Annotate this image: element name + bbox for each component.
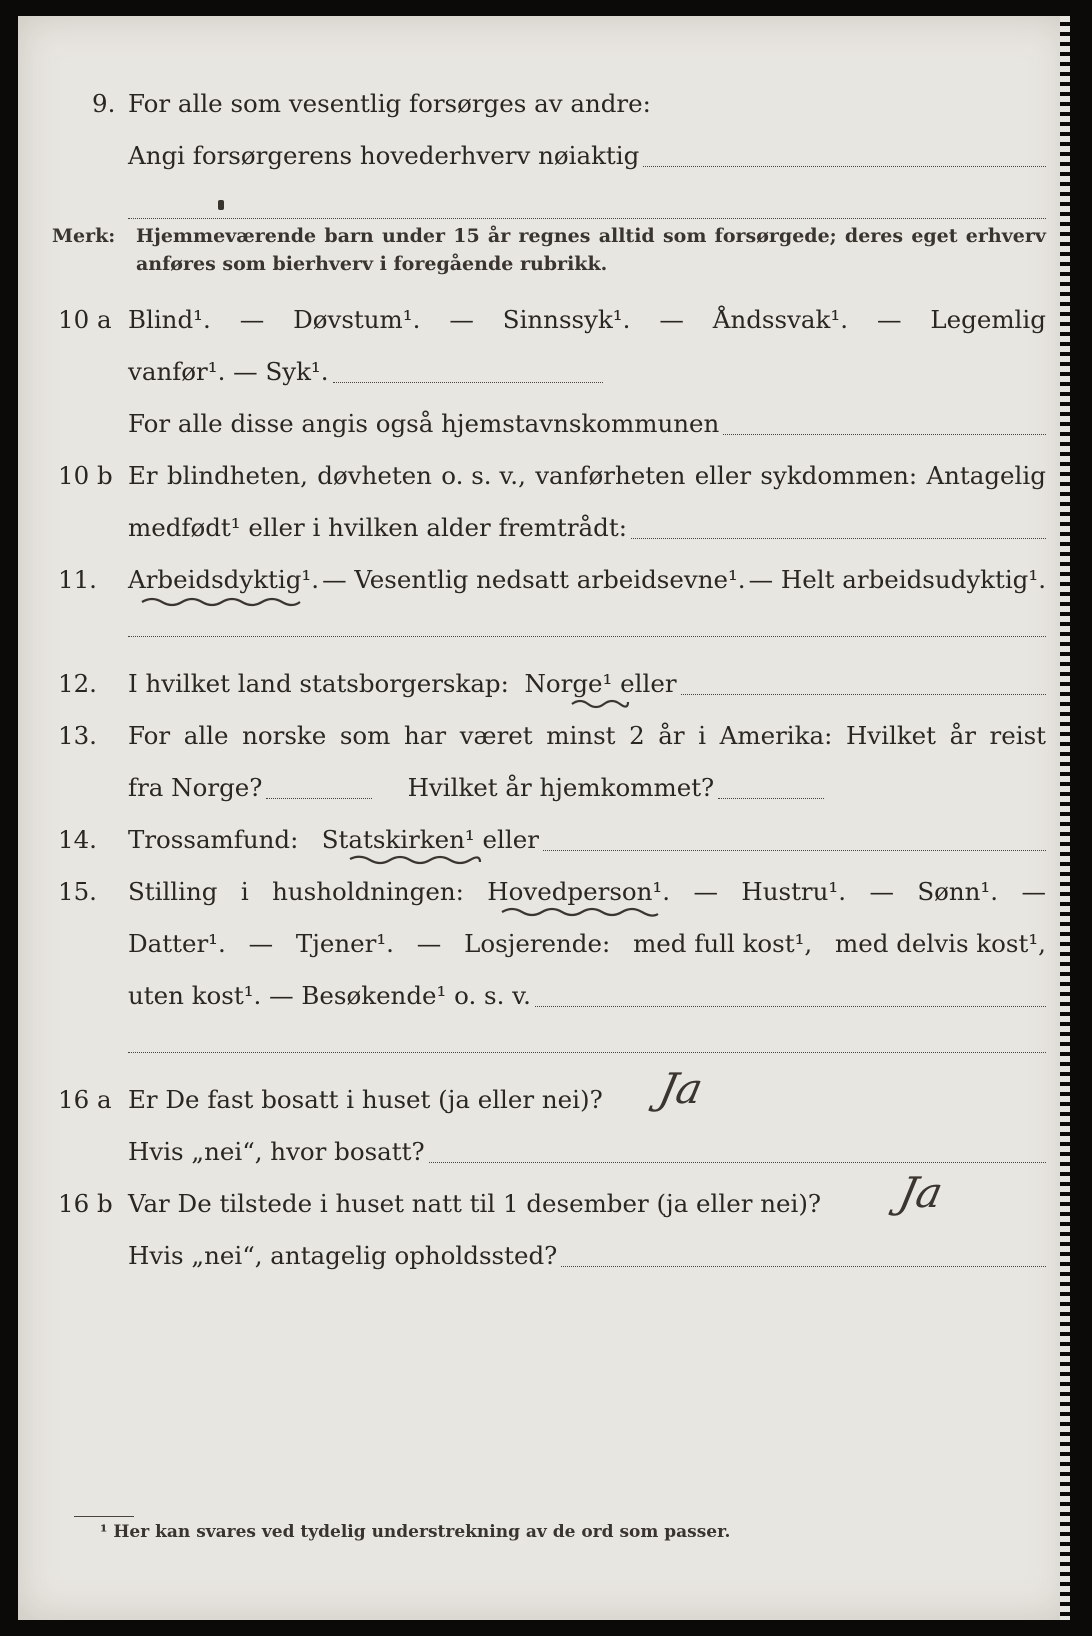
q16a-row-1 — [58, 1078, 1046, 1122]
q10a-word: — — [239, 305, 265, 334]
q15-word: Losjerende: — [464, 929, 611, 958]
q10b-word: o. s. v., — [441, 461, 526, 490]
q16b-answer-line[interactable] — [561, 1265, 1046, 1267]
q16a-number: 16 a — [58, 1085, 112, 1114]
merk-word: forsørgede; — [714, 225, 837, 247]
q9-row-1 — [58, 82, 1046, 126]
q15-word: Tjener¹. — [295, 929, 394, 958]
q10a-text-1 — [128, 298, 1046, 342]
q10a-word: — — [659, 305, 684, 334]
q10b-answer-line[interactable] — [631, 537, 1046, 539]
q13-text-2a: fra Norge? — [128, 773, 263, 802]
q11-answer-line[interactable] — [128, 636, 1046, 637]
q13-number: 13. — [58, 721, 97, 750]
merk-word: erhverv — [965, 225, 1046, 247]
q9-answer-line-2[interactable] — [128, 218, 1046, 219]
q15-text-2 — [128, 922, 1046, 966]
merk-word: år — [487, 225, 511, 247]
q13-word: som — [339, 721, 391, 750]
q13-word: reist — [989, 721, 1046, 750]
q10b-row-1 — [58, 454, 1046, 498]
q10a-text-3: For alle disse angis også hjemstavnskommunen — [128, 409, 720, 438]
q9-text-2: Angi forsørgerens hovederhverv nøiaktig — [128, 141, 640, 170]
q13-word: år — [658, 721, 685, 750]
q9-number: 9. — [92, 89, 116, 118]
q12-number: 12. — [58, 669, 97, 698]
q10a-word: Døvstum¹. — [293, 305, 421, 334]
merk-line-2: anføres som bierhverv i foregående rubrikk. — [136, 253, 608, 275]
q15-answer-line[interactable] — [535, 1005, 1046, 1007]
underline-statskirken — [348, 854, 482, 866]
q10b-row-2 — [58, 506, 1046, 550]
q16b-text-1: Var De tilstede i huset natt til 1 desember (ja eller nei)? — [128, 1189, 822, 1218]
q14-statskirken: Statskirken¹ — [321, 825, 475, 854]
q10a-word: Sinnssyk¹. — [502, 305, 631, 334]
q9-text-1: For alle som vesentlig forsørges av andre: — [128, 89, 651, 118]
q13-word: været — [459, 721, 533, 750]
q12-answer-line[interactable] — [681, 693, 1046, 695]
merk-word: regnes — [518, 225, 591, 247]
q16a-text-1: Er De fast bosatt i huset (ja eller nei)? — [128, 1085, 603, 1114]
q13-word: Amerika: — [719, 721, 833, 750]
q15-word: med delvis kost¹, — [835, 929, 1046, 958]
q13-word: For — [128, 721, 171, 750]
q10b-word: eller — [694, 461, 752, 490]
q15-answer-line-2[interactable] — [128, 1052, 1046, 1053]
q15-word: med full kost¹, — [633, 929, 813, 958]
q13-word: i — [698, 721, 707, 750]
q16b-number: 16 b — [58, 1189, 113, 1218]
q10b-word: Antagelig — [926, 461, 1046, 490]
q10b-word: vanførheten — [535, 461, 686, 490]
q14-eller: eller — [482, 825, 539, 854]
q13-text-1 — [128, 714, 1046, 758]
merk-word: 15 — [453, 225, 480, 247]
q10b-text-1 — [128, 454, 1046, 498]
underline-hovedperson — [500, 906, 660, 918]
q15-word: — — [1021, 877, 1046, 906]
q9-row-2 — [58, 134, 1046, 178]
q10b-word: døvheten — [317, 461, 432, 490]
q10a-row-2 — [58, 350, 1046, 394]
q13-word: alle — [183, 721, 229, 750]
q13-hjemkommet-line[interactable] — [718, 797, 824, 799]
q13-word: år — [949, 721, 976, 750]
q10b-word: Er — [128, 461, 158, 490]
perforated-edge — [1060, 16, 1070, 1620]
q10a-word: Blind¹. — [128, 305, 211, 334]
q10a-row-3 — [58, 402, 1046, 446]
q15-word: — — [416, 929, 442, 958]
q16a-answer-handwritten[interactable]: Ja — [654, 1064, 708, 1113]
q16a-row-2 — [58, 1130, 1046, 1174]
q15-word: Sønn¹. — [917, 877, 999, 906]
q13-row-2 — [58, 766, 1046, 810]
q10a-word: Legemlig — [930, 305, 1046, 334]
merk-label: Merk: — [52, 225, 116, 247]
q15-word: — — [693, 877, 718, 906]
q15-word: — — [248, 929, 274, 958]
q12-norge: Norge¹ — [524, 669, 613, 698]
q11-word: Arbeidsdyktig¹. — [128, 565, 320, 594]
q15-word: Hustru¹. — [741, 877, 847, 906]
q15-word: Stilling — [128, 877, 218, 906]
q16b-text-2: Hvis „nei“, antagelig opholdssted? — [128, 1241, 558, 1270]
merk-word: Hjemmeværende — [136, 225, 317, 247]
q11-word: — Vesentlig nedsatt arbeidsevne¹. — [322, 565, 746, 594]
q10a-hjemstavn-line[interactable] — [723, 433, 1046, 435]
q16b-row-2 — [58, 1234, 1046, 1278]
merk-word: som — [662, 225, 707, 247]
q15-word: — — [869, 877, 894, 906]
q14-answer-line[interactable] — [543, 849, 1046, 851]
ink-mark — [218, 200, 224, 210]
underline-norge — [570, 698, 630, 710]
q15-word: i — [240, 877, 249, 906]
q14-row-1 — [58, 818, 1046, 862]
q10a-answer-line[interactable] — [333, 381, 603, 383]
q15-word: Datter¹. — [128, 929, 226, 958]
q15-row-2 — [58, 922, 1046, 966]
q11-number: 11. — [58, 565, 97, 594]
q13-row-1 — [58, 714, 1046, 758]
q12-text: I hvilket land statsborgerskap: — [128, 669, 509, 698]
q10b-word: blindheten, — [166, 461, 308, 490]
q14-text: Trossamfund: — [128, 825, 299, 854]
q10a-word: Åndssvak¹. — [712, 305, 848, 334]
q10a-number: 10 a — [58, 305, 112, 334]
q9-answer-line[interactable] — [643, 165, 1046, 167]
q15-text-3: uten kost¹. — Besøkende¹ o. s. v. — [128, 981, 531, 1010]
q10b-word: sykdommen: — [760, 461, 918, 490]
q13-reist-line[interactable] — [266, 797, 372, 799]
q13-text-2b: Hvilket år hjemkommet? — [407, 773, 715, 802]
q10a-text-2: vanfør¹. — Syk¹. — [128, 357, 329, 386]
q10a-word: — — [449, 305, 474, 334]
q13-word: norske — [242, 721, 327, 750]
q16a-text-2: Hvis „nei“, hvor bosatt? — [128, 1137, 425, 1166]
merk-word: eget — [911, 225, 958, 247]
q13-word: Hvilket — [845, 721, 937, 750]
q13-word: har — [404, 721, 447, 750]
q14-number: 14. — [58, 825, 97, 854]
merk-word: alltid — [598, 225, 655, 247]
footnote-rule — [74, 1516, 134, 1517]
q16a-answer-line[interactable] — [429, 1161, 1046, 1163]
q10b-text-2: medfødt¹ eller i hvilken alder fremtrådt: — [128, 513, 627, 542]
merk-line-1 — [136, 222, 1046, 250]
q15-row-3 — [58, 974, 1046, 1018]
merk-word: deres — [844, 225, 904, 247]
footnote: ¹ Her kan svares ved tydelig understrekning av de ord som passer. — [100, 1522, 731, 1542]
q11-word: — Helt arbeidsudyktig¹. — [748, 565, 1046, 594]
q15-word: husholdningen: — [272, 877, 464, 906]
q10b-number: 10 b — [58, 461, 113, 490]
q15-word: Hovedperson¹. — [487, 877, 671, 906]
merk-word: under — [381, 225, 445, 247]
underline-arbeidsdyktig — [140, 596, 302, 608]
q10a-row-1 — [58, 298, 1046, 342]
q15-number: 15. — [58, 877, 97, 906]
q16b-answer-handwritten[interactable]: Ja — [894, 1168, 948, 1217]
q10a-word: — — [876, 305, 902, 334]
q12-eller: eller — [620, 669, 677, 698]
q13-word: 2 — [629, 721, 645, 750]
merk-word: barn — [324, 225, 374, 247]
q13-word: minst — [546, 721, 616, 750]
q12-row-1 — [58, 662, 1046, 706]
